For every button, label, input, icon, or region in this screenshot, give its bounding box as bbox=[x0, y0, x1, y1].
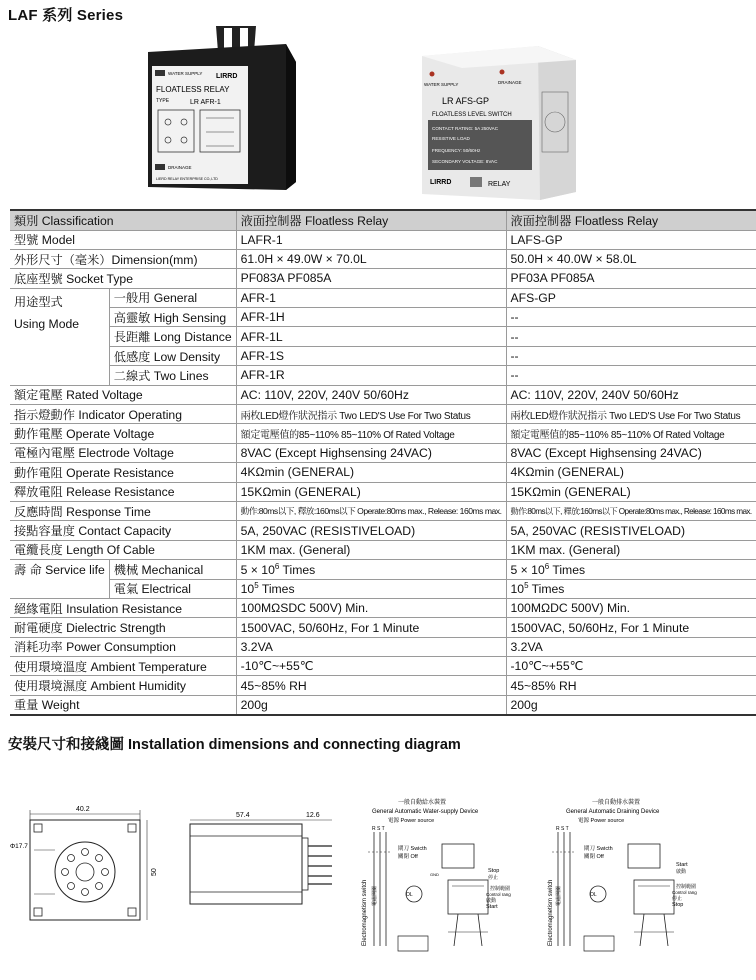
supply-range-cn: 控制範圍 bbox=[490, 886, 511, 892]
drain-ol: OL bbox=[590, 892, 597, 898]
row-value-lafs: 3.2VA bbox=[506, 637, 756, 656]
mech-base: 5 × 10 bbox=[510, 562, 545, 577]
row-value-lafr: 200g bbox=[236, 695, 506, 714]
white-spec2: RESISTIVE LOAD bbox=[432, 136, 470, 141]
supply-stop: Stop bbox=[488, 868, 500, 874]
row-label: 消耗功率 Power Consumption bbox=[10, 637, 236, 656]
row-value-lafs: 額定電壓值的85~110% 85~110% Of Rated Voltage bbox=[506, 424, 756, 443]
table-header-row bbox=[10, 210, 756, 230]
row-value-lafr: 61.0H × 49.0W × 70.0L bbox=[236, 249, 506, 268]
row-label: 額定電壓 Rated Voltage bbox=[10, 385, 236, 404]
row-value-lafr: 1KM max. (General) bbox=[236, 540, 506, 559]
row-value-lafr: 動作:80ms以下, 釋放:160ms以下 Operate:80ms max., Release: 160ms max. bbox=[236, 501, 506, 520]
row-value-lafs: -- bbox=[506, 327, 756, 346]
row-value-lafs: 1KM max. (General) bbox=[506, 540, 756, 559]
service-life-label: 壽 命 Service life bbox=[10, 560, 109, 599]
row-value-lafr: 100MΩSDC 500V) Min. bbox=[236, 598, 506, 617]
elec-base: 10 bbox=[510, 582, 525, 597]
supply-side-cn: 電磁開關 bbox=[372, 885, 378, 906]
table-row bbox=[10, 288, 756, 307]
white-name: FLOATLESS LEVEL SWITCH bbox=[432, 112, 512, 118]
mech-unit: Times bbox=[549, 562, 586, 577]
supply-ol: OL bbox=[406, 892, 413, 898]
table-row bbox=[10, 501, 756, 520]
drain-title-en: General Automatic Draining Device bbox=[566, 809, 660, 815]
black-water-supply: WATER SUPPLY bbox=[168, 71, 203, 76]
white-model: LR AFS-GP bbox=[442, 96, 490, 106]
mech-base: 5 × 10 bbox=[240, 562, 275, 577]
black-model: LR AFR-1 bbox=[190, 99, 221, 106]
row-value-lafr: 額定電壓值的85~110% 85~110% Of Rated Voltage bbox=[236, 424, 506, 443]
row-value-lafr: 4KΩmin (GENERAL) bbox=[236, 463, 506, 482]
white-brand: LIRRD bbox=[430, 179, 452, 186]
elec-unit: Times bbox=[258, 582, 295, 597]
header-lafs: 液面控制器 Floatless Relay bbox=[506, 210, 756, 230]
row-value-lafs: -10℃~+55℃ bbox=[506, 657, 756, 676]
using-mode-sub: 長距離 Long Distance bbox=[109, 327, 236, 346]
table-row bbox=[10, 346, 756, 365]
row-value-lafr: 45~85% RH bbox=[236, 676, 506, 695]
row-value-lafr bbox=[236, 579, 506, 598]
drain-rst: R S T bbox=[556, 826, 569, 832]
row-value-lafs: -- bbox=[506, 366, 756, 385]
black-drainage: DRAINAGE bbox=[168, 165, 192, 170]
water-supply-wiring-diagram bbox=[358, 796, 511, 954]
using-mode-sub: 一般用 General bbox=[109, 288, 236, 307]
row-value-lafs: 1500VAC, 50/60Hz, For 1 Minute bbox=[506, 618, 756, 637]
black-type-label: TYPE bbox=[156, 98, 170, 104]
white-water-supply: WATER SUPPLY bbox=[424, 82, 459, 87]
table-row bbox=[10, 405, 756, 424]
elec-exp: 5 bbox=[254, 581, 259, 591]
dim-width-label: 40.2 bbox=[76, 806, 90, 813]
side-view-diagram bbox=[186, 806, 346, 911]
row-value-lafr: 8VAC (Except Highsensing 24VAC) bbox=[236, 443, 506, 462]
white-spec4: SECONDARY VOLTAGE: 8VAC bbox=[432, 159, 498, 164]
socket-top-view-diagram bbox=[10, 788, 160, 928]
service-life-mechanical: 機械 Mechanical bbox=[109, 560, 236, 579]
drain-side-en: Electromagnetism switch bbox=[548, 879, 554, 946]
row-value-lafs bbox=[506, 579, 756, 598]
row-label: 指示燈動作 Indicator Operating bbox=[10, 405, 236, 424]
row-value-lafr: 15KΩmin (GENERAL) bbox=[236, 482, 506, 501]
supply-range-en: Control rang bbox=[486, 892, 511, 897]
table-row bbox=[10, 695, 756, 714]
row-value-lafr: PF083A PF085A bbox=[236, 269, 506, 288]
row-label: 使用環境濕度 Ambient Humidity bbox=[10, 676, 236, 695]
supply-title-cn: 一般自動給水裝置 bbox=[398, 800, 447, 806]
drain-title-cn: 一般自動排水裝置 bbox=[592, 800, 641, 806]
supply-rst: R S T bbox=[372, 826, 385, 832]
drain-side-cn: 電磁開關 bbox=[556, 885, 562, 906]
supply-side-en: Electromagnetism switch bbox=[362, 879, 368, 946]
row-label: 接點容量度 Contact Capacity bbox=[10, 521, 236, 540]
table-row bbox=[10, 521, 756, 540]
white-spec1: CONTACT RATING: 5A 250VAC bbox=[432, 126, 499, 131]
table-row bbox=[10, 424, 756, 443]
drain-range-en: Control rang bbox=[672, 890, 697, 895]
row-value-lafr: 5A, 250VAC (RESISTIVELOAD) bbox=[236, 521, 506, 540]
drain-off: 關閉 Off bbox=[584, 854, 604, 860]
drain-range-cn: 控制範圍 bbox=[676, 884, 697, 890]
table-row bbox=[10, 657, 756, 676]
draining-wiring-diagram bbox=[548, 796, 698, 954]
drain-start-cn: 啟動 bbox=[676, 869, 687, 875]
row-value-lafs: 45~85% RH bbox=[506, 676, 756, 695]
mech-exp: 6 bbox=[544, 561, 550, 571]
install-title: 安裝尺寸和接綫圖 Installation dimensions and connecting diagram bbox=[8, 737, 461, 753]
table-row bbox=[10, 249, 756, 268]
row-value-lafr: AFR-1L bbox=[236, 327, 506, 346]
table-row bbox=[10, 637, 756, 656]
using-mode-sub: 高靈敏 High Sensing bbox=[109, 308, 236, 327]
white-relay: RELAY bbox=[488, 181, 511, 188]
row-value-lafr: LAFR-1 bbox=[236, 230, 506, 249]
row-value-lafs: 100MΩDC 500V) Min. bbox=[506, 598, 756, 617]
row-label: 型號 Model bbox=[10, 230, 236, 249]
row-label: 動作電阻 Operate Resistance bbox=[10, 463, 236, 482]
row-value-lafs: AC: 110V, 220V, 240V 50/60Hz bbox=[506, 385, 756, 404]
table-row bbox=[10, 327, 756, 346]
using-mode-sub: 二線式 Two Lines bbox=[109, 366, 236, 385]
row-label: 釋放電阻 Release Resistance bbox=[10, 482, 236, 501]
using-mode-label bbox=[10, 288, 109, 385]
drain-power: 電源 Power source bbox=[578, 818, 625, 824]
row-value-lafs: LAFS-GP bbox=[506, 230, 756, 249]
row-value-lafr: AC: 110V, 220V, 240V 50/60Hz bbox=[236, 385, 506, 404]
row-value-lafs: 15KΩmin (GENERAL) bbox=[506, 482, 756, 501]
table-row bbox=[10, 443, 756, 462]
row-value-lafr: 兩枚LED燈作狀況指示 Two LED'S Use For Two Status bbox=[236, 405, 506, 424]
table-row bbox=[10, 618, 756, 637]
row-label: 耐電硬度 Dielectric Strength bbox=[10, 618, 236, 637]
using-mode-sub: 低感度 Low Density bbox=[109, 346, 236, 365]
relay-white-photo bbox=[418, 32, 578, 202]
row-label: 重量 Weight bbox=[10, 695, 236, 714]
row-value-lafs bbox=[506, 560, 756, 579]
table-row bbox=[10, 598, 756, 617]
elec-unit: Times bbox=[528, 582, 565, 597]
supply-off: 關閉 Off bbox=[398, 854, 418, 860]
row-value-lafs: 8VAC (Except Highsensing 24VAC) bbox=[506, 443, 756, 462]
drain-stop: Stop bbox=[672, 902, 684, 908]
row-value-lafs: -- bbox=[506, 346, 756, 365]
row-value-lafs: 4KΩmin (GENERAL) bbox=[506, 463, 756, 482]
row-label: 底座型號 Socket Type bbox=[10, 269, 236, 288]
row-value-lafr: AFR-1S bbox=[236, 346, 506, 365]
dim-diameter-label: Φ17.7 bbox=[10, 843, 28, 850]
row-value-lafs: AFS-GP bbox=[506, 288, 756, 307]
table-row bbox=[10, 560, 756, 579]
table-row bbox=[10, 269, 756, 288]
row-value-lafs: 動作:80ms以下, 釋放:160ms以下 Operate:80ms max., Release: 160ms max. bbox=[506, 501, 756, 520]
supply-start-cn: 啟動 bbox=[486, 898, 497, 904]
using-mode-label-en: Using Mode bbox=[14, 316, 80, 331]
series-title: LAF 系列 Series bbox=[8, 7, 124, 24]
supply-title-en: General Automatic Water-supply Device bbox=[372, 809, 479, 815]
table-row bbox=[10, 308, 756, 327]
supply-power: 電源 Power source bbox=[388, 818, 435, 824]
table-row bbox=[10, 366, 756, 385]
service-life-electrical: 電氣 Electrical bbox=[109, 579, 236, 598]
row-value-lafs: 5A, 250VAC (RESISTIVELOAD) bbox=[506, 521, 756, 540]
elec-exp: 5 bbox=[524, 581, 529, 591]
supply-stop-cn: 停止 bbox=[488, 875, 499, 881]
row-value-lafs: PF03A PF085A bbox=[506, 269, 756, 288]
row-value-lafs: 200g bbox=[506, 695, 756, 714]
header-lafr: 液面控制器 Floatless Relay bbox=[236, 210, 506, 230]
supply-start: Start bbox=[486, 904, 498, 910]
supply-gnd: GND bbox=[430, 872, 439, 877]
drain-switch: 閘刀 Swicth bbox=[584, 846, 613, 852]
row-value-lafr: 3.2VA bbox=[236, 637, 506, 656]
row-label: 電極內電壓 Electrode Voltage bbox=[10, 443, 236, 462]
black-name: FLOATLESS RELAY bbox=[156, 85, 230, 94]
table-row bbox=[10, 482, 756, 501]
row-label: 電纜長度 Length Of Cable bbox=[10, 540, 236, 559]
table-row bbox=[10, 385, 756, 404]
relay-black-photo bbox=[146, 22, 298, 192]
row-label: 外形尺寸（毫米）Dimension(mm) bbox=[10, 249, 236, 268]
dim-height-label: 50 bbox=[151, 868, 158, 876]
row-value-lafr: AFR-1H bbox=[236, 308, 506, 327]
supply-switch: 閘刀 Swicth bbox=[398, 846, 427, 852]
row-label: 反應時間 Response Time bbox=[10, 501, 236, 520]
black-maker: LIERD RELAY ENTERPRISE CO.,LTD bbox=[156, 177, 218, 181]
row-value-lafr: 1500VAC, 50/60Hz, For 1 Minute bbox=[236, 618, 506, 637]
row-label: 動作電壓 Operate Voltage bbox=[10, 424, 236, 443]
table-row bbox=[10, 230, 756, 249]
row-value-lafr: AFR-1R bbox=[236, 366, 506, 385]
row-value-lafs: 兩枚LED燈作狀況指示 Two LED'S Use For Two Status bbox=[506, 405, 756, 424]
white-drainage: DRAINAGE bbox=[498, 80, 522, 85]
row-value-lafr bbox=[236, 560, 506, 579]
spec-table bbox=[10, 209, 756, 716]
table-row bbox=[10, 579, 756, 598]
drain-stop-cn: 停止 bbox=[672, 896, 683, 902]
white-spec3: FREQUENCY: 50/60Hz bbox=[432, 148, 481, 153]
row-label: 使用環境溫度 Ambient Temperature bbox=[10, 657, 236, 676]
elec-base: 10 bbox=[240, 582, 255, 597]
drain-start: Start bbox=[676, 862, 688, 868]
row-label: 絕緣電阻 Insulation Resistance bbox=[10, 598, 236, 617]
dim-pin-label: 12.6 bbox=[306, 812, 320, 819]
mech-unit: Times bbox=[279, 562, 316, 577]
row-value-lafs: 50.0H × 40.0W × 58.0L bbox=[506, 249, 756, 268]
row-value-lafr: -10℃~+55℃ bbox=[236, 657, 506, 676]
dim-length-label: 57.4 bbox=[236, 812, 250, 819]
table-row bbox=[10, 540, 756, 559]
header-classification: 類別 Classification bbox=[10, 210, 236, 230]
mech-exp: 6 bbox=[274, 561, 280, 571]
row-value-lafr: AFR-1 bbox=[236, 288, 506, 307]
using-mode-label-cn: 用途型式 bbox=[14, 294, 63, 309]
row-value-lafs: -- bbox=[506, 308, 756, 327]
table-row bbox=[10, 676, 756, 695]
black-brand: LIRRD bbox=[216, 73, 238, 80]
table-row bbox=[10, 463, 756, 482]
